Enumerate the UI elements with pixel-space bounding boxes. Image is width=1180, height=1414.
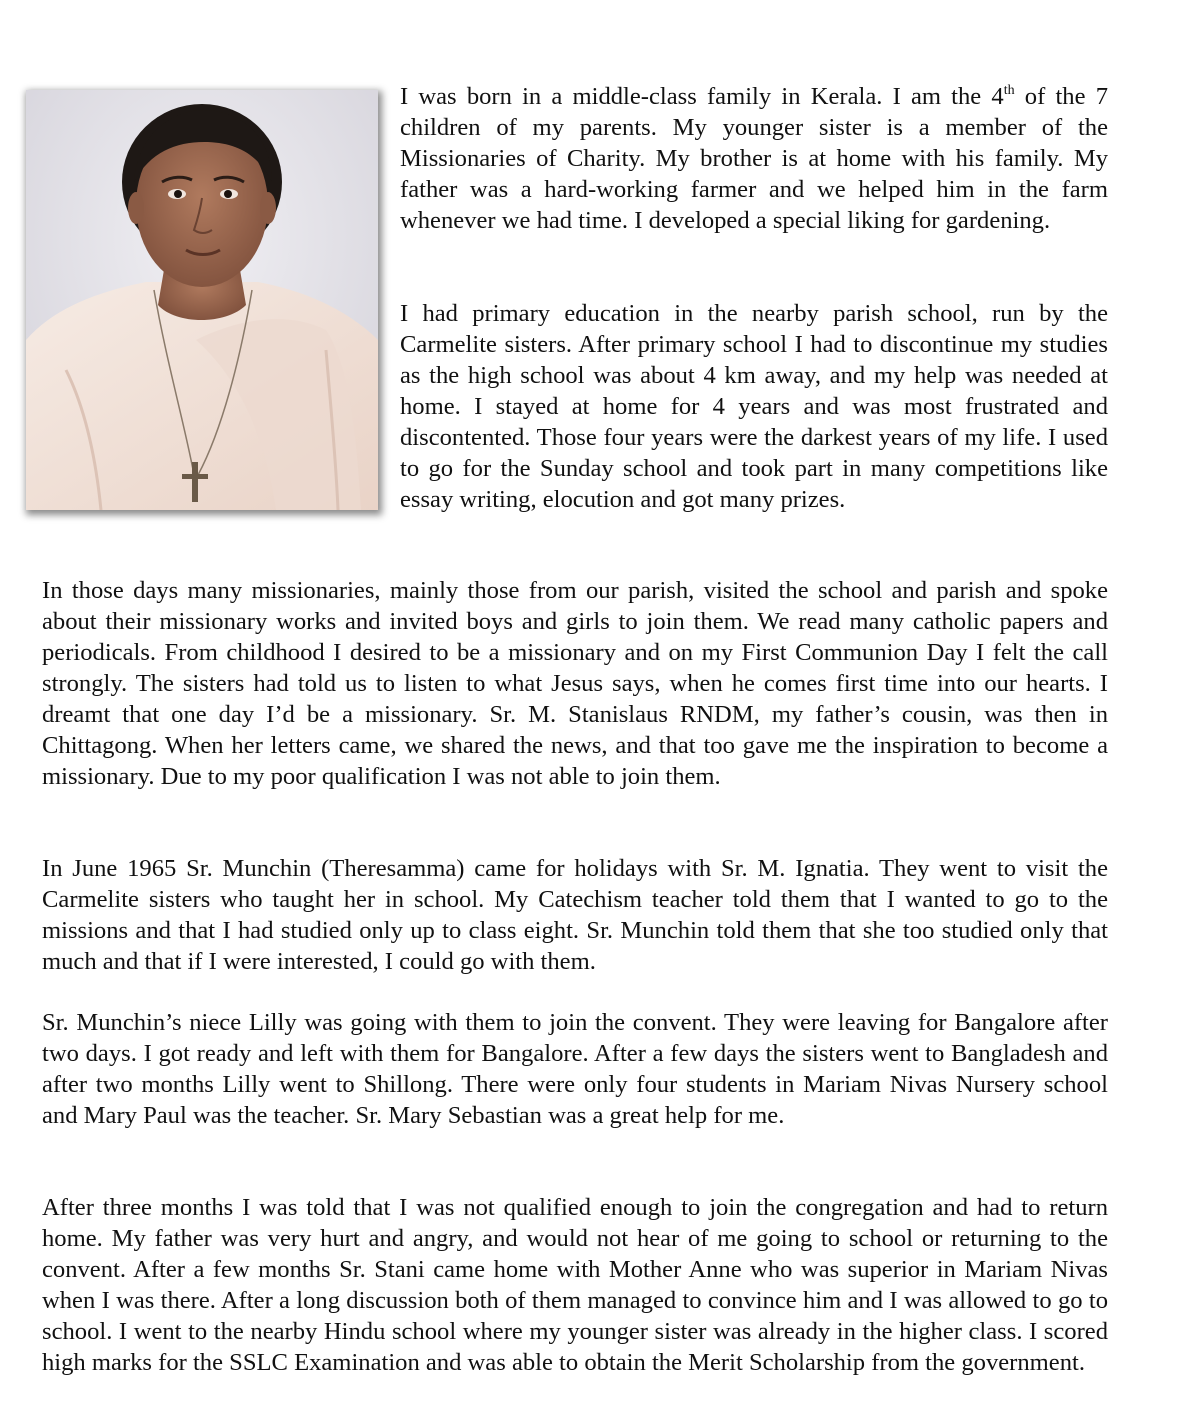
paragraph-bangalore: Sr. Munchin’s niece Lilly was going with them to join the convent. They were leaving for Bangalore after two days. I got ready and left with them for Bangalore. After a few days the sisters went to Bangladesh and after two months Lilly went to Shillong. There were only four students in Mariam Nivas Nursery school and Mary Paul was the teacher. Sr. Mary Sebastian was a great help for me. bbox=[42, 1009, 1108, 1129]
portrait-image bbox=[26, 90, 378, 510]
paragraph-june-1965: In June 1965 Sr. Munchin (Theresamma) came for holidays with Sr. M. Ignatia. They went to visit the Carmelite sisters who taught her in school. My Catechism teacher told them that I wanted to go to the missions and that I had studied only up to class eight. Sr. Munchin told them that she too studied only that much and that if I were interested, I could go with them. bbox=[42, 855, 1108, 975]
paragraph-1-text-start: I was born in a middle-class family in Kerala. I am the 4 bbox=[400, 83, 1004, 110]
paragraph-family-background bbox=[400, 81, 1108, 236]
paragraph-return-home: After three months I was told that I was not qualified enough to join the congregation and had to return home. My father was very hurt and angry, and would not hear of me going to school or returning to the convent. After a few months Sr. Stani came home with Mother Anne who was superior in Mariam Nivas when I was there. After a long discussion both of them managed to convince him and I was allowed to go to school. I went to the nearby Hindu school where my younger sister was already in the higher class. I scored high marks for the SSLC Examination and was able to obtain the Merit Scholarship from the government. bbox=[42, 1194, 1108, 1376]
paragraph-1-text-end: of the 7 children of my parents. My younger sister is a member of the Missionaries of Charity. My brother is at home with his family. My father was a hard-working farmer and we helped him in the farm whenever we had time. I developed a special liking for gardening. bbox=[400, 83, 1109, 234]
paragraph-primary-education: I had primary education in the nearby parish school, run by the Carmelite sisters. After primary school I had to discontinue my studies as the high school was about 4 km away, and my help was needed at home. I stayed at home for 4 years and was most frustrated and discontented. Those four years were the darkest years of my life. I used to go for the Sunday school and took part in many competitions like essay writing, elocution and got many prizes. bbox=[400, 300, 1108, 513]
paragraph-missionary-calling: In those days many missionaries, mainly those from our parish, visited the school and parish and spoke about their missionary works and invited boys and girls to join them. We read many catholic papers and periodicals. From childhood I desired to be a missionary and on my First Communion Day I felt the call strongly. The sisters had told us to listen to what Jesus says, when he comes first time into our hearts. I dreamt that one day I’d be a missionary. Sr. M. Stanislaus RNDM, my father’s cousin, was then in Chittagong. When her letters came, we shared the news, and that too gave me the inspiration to become a missionary. Due to my poor qualification I was not able to join them. bbox=[42, 577, 1108, 790]
superscript-ordinal: th bbox=[1003, 83, 1015, 98]
portrait-photo bbox=[26, 90, 378, 510]
